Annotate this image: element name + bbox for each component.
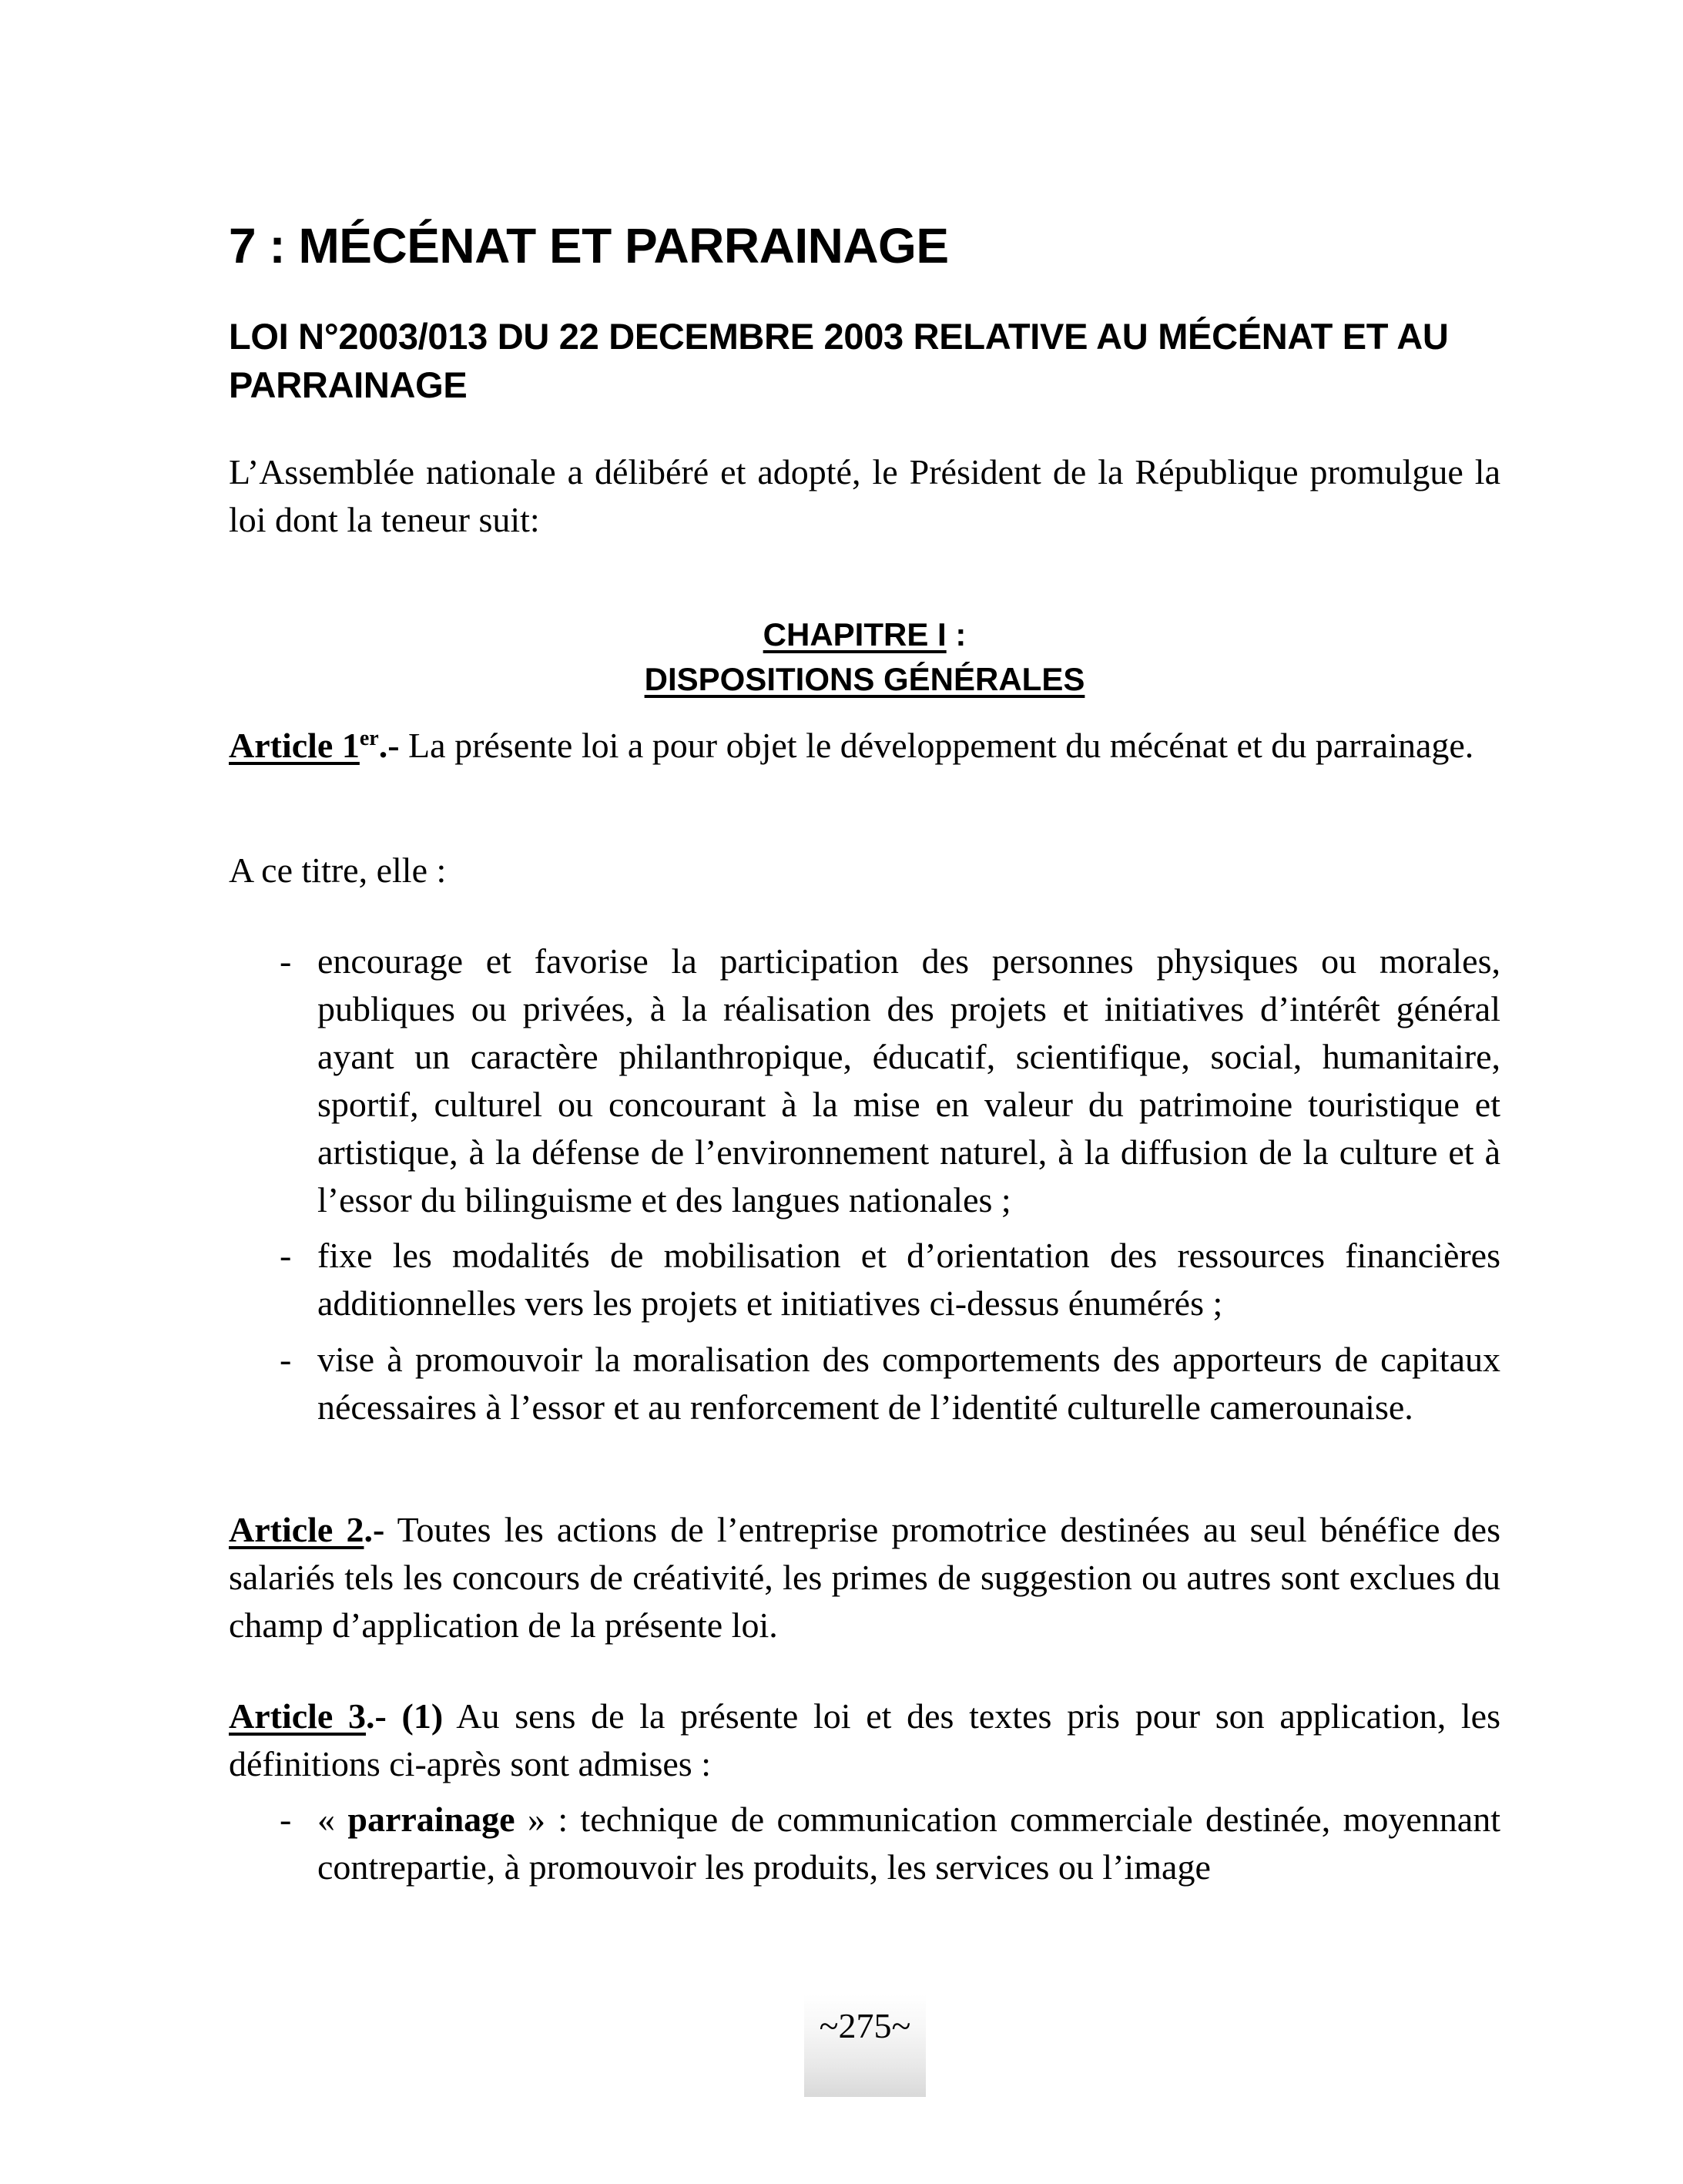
list-item-text: encourage et favorise la participation des personnes physiques ou morales, publiques ou privées, à la réalisation des projets et initiatives d’intérêt général ayant un caractère philanthropique, éducatif, scientifique, social, humanitaire, sportif, culturel ou concourant à la mise en valeur du patrimoine touristique et artistique, à la défense de l’environnement naturel, à la diffusion de la culture et à l’essor du bilinguisme et des langues nationales ; [317,941,1500,1219]
article-1-label: Article 1 [229,726,360,765]
definition-term: parrainage [347,1800,515,1839]
law-title: LOI N°2003/013 DU 22 DECEMBRE 2003 RELATIVE AU MÉCÉNAT ET AU PARRAINAGE [229,316,1449,405]
page-number: ~275~ [819,2006,911,2045]
bullet-dash: - [280,1800,292,1839]
chapter-title-line [229,657,1500,702]
chapter-label: CHAPITRE I [763,616,947,653]
article-3-label: Article 3 [229,1696,367,1736]
article-3-separator: .- [366,1696,402,1736]
chapter-colon: : [946,616,967,653]
page-number-box [804,1994,926,2097]
preamble-paragraph: L’Assemblée nationale a délibéré et adopté, le Président de la République promulgue la loi dont la teneur suit: [229,452,1500,539]
article-3-text: Au sens de la présente loi et des textes pris pour son application, les définitions ci-après sont admises : [229,1696,1500,1783]
chapter-label-line [229,612,1500,657]
article-3-definition-list [229,1796,1500,1896]
article-2-paragraph [229,1506,1500,1649]
article-1-intro: A ce titre, elle : [229,850,447,890]
article-1-separator: .- [378,726,400,765]
article-3-paragraph-number: (1) [401,1696,444,1736]
article-3-paragraph [229,1693,1500,1788]
chapter-heading [229,612,1500,702]
article-1-paragraph [229,722,1500,770]
article-2-separator: .- [364,1510,385,1549]
article-1-superscript: er [359,726,379,750]
article-2-text: Toutes les actions de l’entreprise promotrice destinées au seul bénéfice des salariés tels les concours de créativité, les primes de suggestion ou autres sont exclues du champ d’application de la présente loi. [229,1510,1500,1645]
article-1-bullet-list [229,938,1500,1515]
bullet-dash: - [280,941,292,981]
chapter-title: DISPOSITIONS GÉNÉRALES [644,661,1085,697]
open-quote: « [317,1800,348,1839]
definition-text [317,1796,1500,1891]
definition-body: : technique de communication commerciale destinée, moyennant contrepartie, à promouvoir les produits, les services ou l’image [317,1800,1500,1887]
close-quote: » [515,1800,545,1839]
bullet-dash: - [280,1340,292,1379]
article-2-label: Article 2 [229,1510,364,1549]
article-1-text: La présente loi a pour objet le développement du mécénat et du parrainage. [399,726,1474,765]
list-item-text: vise à promouvoir la moralisation des comportements des apporteurs de capitaux nécessaires à l’essor et au renforcement de l’identité culturelle camerounaise. [317,1340,1500,1427]
list-item-text: fixe les modalités de mobilisation et d’orientation des ressources financières additionnelles vers les projets et initiatives ci-dessus énumérés ; [317,1236,1500,1323]
bullet-dash: - [280,1236,292,1275]
section-title: 7 : MÉCÉNAT ET PARRAINAGE [229,218,949,273]
